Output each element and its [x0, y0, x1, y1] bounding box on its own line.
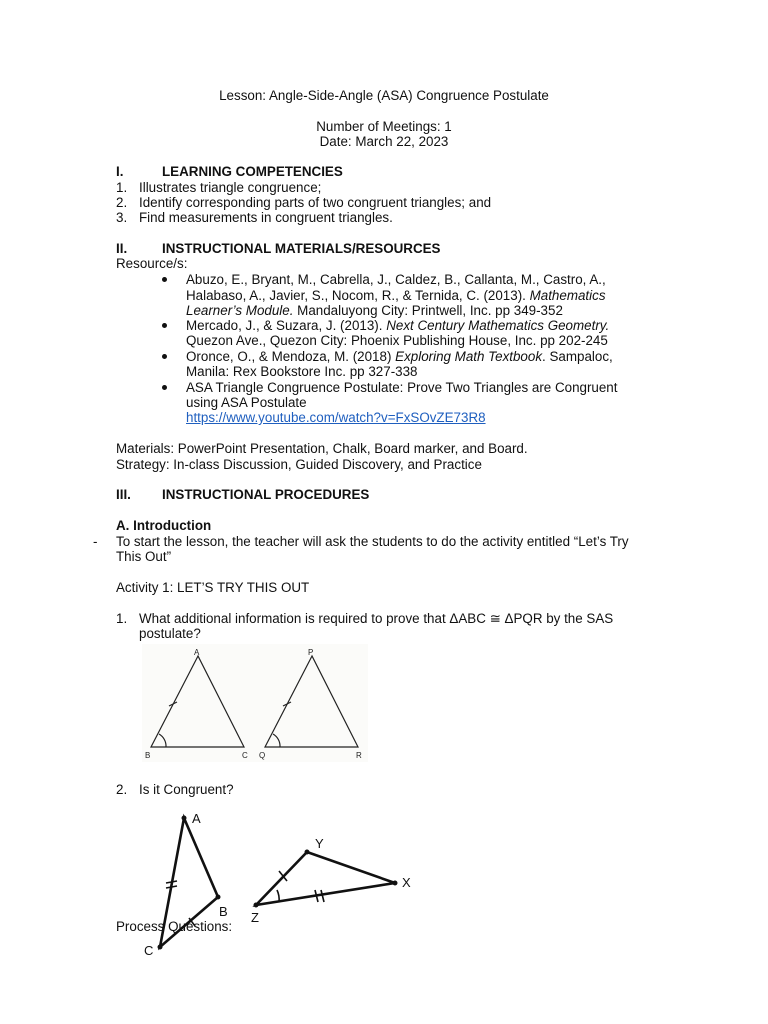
reference-line: Learner’s Module. Mandaluyong City: Printwell, Inc. pp 349-352: [186, 303, 563, 318]
youtube-link[interactable]: https://www.youtube.com/watch?v=FxSOvZE73R8: [186, 410, 486, 425]
question-number: 2.: [116, 782, 128, 797]
strategy-text: Strategy: In-class Discussion, Guided Discovery, and Practice: [116, 457, 482, 472]
question-text: What additional information is required to prove that ΔABC ≅ ΔPQR by the SAS: [139, 611, 614, 626]
tick-mark-zx: [321, 890, 324, 902]
competency-number: 1.: [116, 180, 128, 195]
bullet: [162, 354, 167, 359]
lesson-title: Lesson: Angle-Side-Angle (ASA) Congruence Postulate: [219, 88, 549, 103]
section-2-number: II.: [116, 241, 128, 256]
vertex-label-z: Z: [251, 910, 259, 925]
vertex-point-a: [182, 816, 187, 821]
reference-line: Manila: Rex Bookstore Inc. pp 327-338: [186, 364, 418, 379]
process-questions-label: Process Questions:: [116, 919, 233, 934]
question-text: Is it Congruent?: [139, 782, 234, 797]
tick-mark-ac: [166, 881, 177, 883]
lesson-date: Date: March 22, 2023: [319, 134, 449, 149]
vertex-label-c: C: [242, 751, 248, 760]
triangle-pqr: [265, 656, 358, 747]
reference-line: Abuzo, E., Bryant, M., Cabrella, J., Caldez, B., Callanta, M., Castro, A.,: [186, 272, 606, 287]
bullet: [162, 323, 167, 328]
triangle-xyz: [256, 852, 395, 905]
question-number: 1.: [116, 611, 128, 626]
reference-line: ASA Triangle Congruence Postulate: Prove Two Triangles are Congruent: [186, 380, 618, 395]
reference-line: Halabaso, A., Javier, S., Nocom, R., & Ternida, C. (2013). Mathematics: [186, 288, 606, 303]
section-3-heading: INSTRUCTIONAL PROCEDURES: [162, 487, 370, 502]
triangle-abc: [151, 656, 244, 747]
reference-line: Quezon Ave., Quezon City: Phoenix Publishing House, Inc. pp 202-245: [186, 333, 608, 348]
dash-marker: -: [93, 534, 98, 549]
competency-item: Identify corresponding parts of two congruent triangles; and: [139, 195, 492, 210]
vertex-point-c: [158, 945, 163, 950]
vertex-point-y: [305, 850, 310, 855]
bullet: [162, 385, 167, 390]
section-3-number: III.: [116, 487, 131, 502]
competency-number: 3.: [116, 210, 128, 225]
competency-number: 2.: [116, 195, 128, 210]
vertex-label-a: A: [194, 648, 200, 657]
vertex-label-y: Y: [315, 836, 324, 851]
vertex-label-p: P: [308, 648, 314, 657]
vertex-label-q: Q: [259, 751, 266, 760]
triangles-abc-pqr-figure: [142, 644, 368, 762]
activity-title: Activity 1: LET’S TRY THIS OUT: [116, 580, 310, 595]
vertex-point-x: [393, 881, 398, 886]
competency-item: Illustrates triangle congruence;: [139, 180, 322, 195]
competency-item: Find measurements in congruent triangles.: [139, 210, 393, 225]
introduction-subheading: A. Introduction: [116, 518, 212, 533]
vertex-label-a: A: [192, 811, 201, 826]
question-text: postulate?: [139, 626, 201, 641]
resources-label: Resource/s:: [116, 256, 188, 271]
intro-text: This Out”: [116, 549, 172, 564]
reference-line: Mercado, J., & Suzara, J. (2013). Next Century Mathematics Geometry.: [186, 318, 610, 333]
vertex-label-c: C: [144, 943, 154, 958]
section-1-number: I.: [116, 164, 124, 179]
materials-text: Materials: PowerPoint Presentation, Chalk, Board marker, and Board.: [116, 441, 528, 456]
tick-mark-ac: [166, 886, 177, 888]
intro-text: To start the lesson, the teacher will ask the students to do the activity entitled “Let’s Try: [116, 534, 629, 549]
triangles-abc-xyz-figure: [140, 806, 420, 962]
vertex-point-b: [216, 895, 221, 900]
bullet: [162, 277, 167, 282]
section-1-heading: LEARNING COMPETENCIES: [162, 164, 343, 179]
reference-line: using ASA Postulate: [186, 395, 307, 410]
reference-line: Oronce, O., & Mendoza, M. (2018) Exploring Math Textbook. Sampaloc,: [186, 349, 613, 364]
angle-arc-q: [273, 734, 280, 747]
vertex-label-x: X: [402, 875, 411, 890]
number-of-meetings: Number of Meetings: 1: [316, 119, 452, 134]
vertex-label-b: B: [219, 904, 228, 919]
angle-arc-b: [159, 734, 166, 747]
vertex-label-b: B: [145, 751, 151, 760]
vertex-label-r: R: [356, 751, 362, 760]
section-2-heading: INSTRUCTIONAL MATERIALS/RESOURCES: [162, 241, 441, 256]
vertex-point-z: [254, 903, 259, 908]
